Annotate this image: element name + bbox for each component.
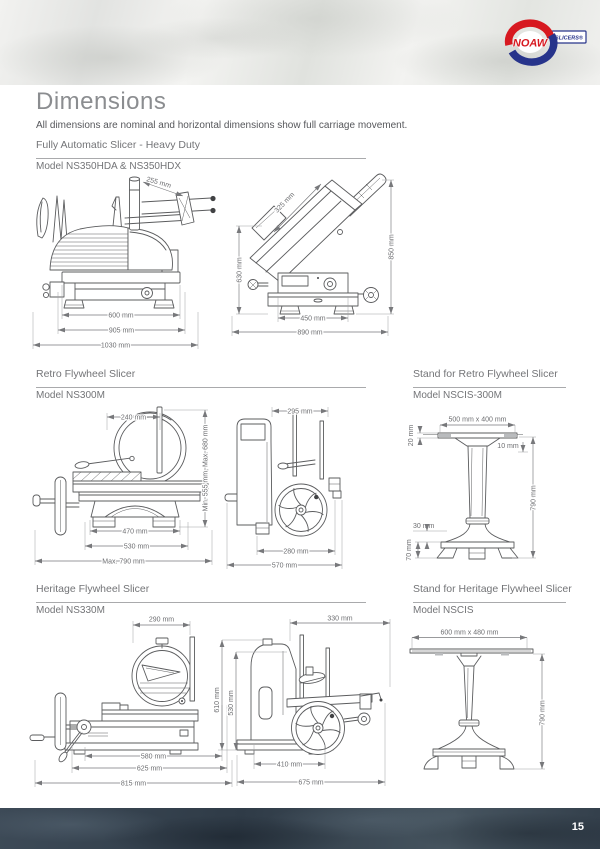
dim-30mm: 30 mm <box>413 523 435 530</box>
model-nscis-300m: Model NSCIS-300M <box>413 390 502 401</box>
dim-255mm: 255 mm <box>145 176 172 190</box>
dim-815mm: 815 mm <box>120 780 147 788</box>
dim-295mm: 295 mm <box>287 408 313 416</box>
nscis-stand-drawing <box>405 628 585 780</box>
model-nscis: Model NSCIS <box>413 605 474 616</box>
dim-20mm: 20 mm <box>408 424 415 447</box>
dim-240mm: 240 mm <box>120 414 147 422</box>
dim-470mm: 470 mm <box>122 528 148 536</box>
dim-790mm-retro-stand: 790 mm <box>530 485 538 511</box>
dim-70mm: 70 mm <box>406 539 413 561</box>
dim-max790mm: Max. 790 mm <box>102 558 145 566</box>
section-title-heritage-stand: Stand for Heritage Flywheel Slicer <box>413 583 566 603</box>
ns330m-side-view-drawing <box>30 615 235 790</box>
ns300m-front-view-drawing <box>225 402 353 574</box>
dim-675mm: 675 mm <box>298 779 324 787</box>
dim-850mm: 850 mm <box>388 234 396 260</box>
dim-500x400mm: 500 mm x 400 mm <box>448 416 507 424</box>
dim-10mm: 10 mm <box>497 443 519 450</box>
noaw-logo-icon <box>502 18 590 64</box>
model-ns300m: Model NS300M <box>36 390 105 401</box>
dim-530mm-front: 530 mm <box>228 690 235 716</box>
dim-610mm: 610 mm <box>214 687 221 713</box>
dim-600x480mm: 600 mm x 480 mm <box>440 629 499 637</box>
section-title-retro: Retro Flywheel Slicer <box>36 368 366 388</box>
page-number: 15 <box>571 821 584 833</box>
dim-1030mm: 1030 mm <box>100 342 131 350</box>
page-title: Dimensions <box>36 88 167 115</box>
section-title-fully-automatic: Fully Automatic Slicer - Heavy Duty <box>36 139 366 159</box>
dim-450mm: 450 mm <box>300 315 326 323</box>
ns350-side-view-drawing <box>30 172 220 354</box>
dim-410mm: 410 mm <box>276 761 303 769</box>
dim-790mm-heritage-stand: 790 mm <box>539 700 547 726</box>
nscis-300m-stand-drawing <box>405 408 585 566</box>
dim-280mm: 280 mm <box>283 548 309 556</box>
dim-min555-max680: Min. 555 mm, Max. 680 mm <box>202 424 210 512</box>
section-title-heritage: Heritage Flywheel Slicer <box>36 583 366 603</box>
dim-570mm: 570 mm <box>271 562 298 570</box>
dim-325mm: 325 mm <box>273 191 297 215</box>
dim-330mm: 330 mm <box>327 615 353 623</box>
logo-brand: NOAW <box>512 37 548 50</box>
section-title-retro-stand: Stand for Retro Flywheel Slicer <box>413 368 566 388</box>
footer-band <box>0 808 600 849</box>
dim-630mm: 630 mm <box>236 257 244 283</box>
dim-890mm: 890 mm <box>297 329 323 337</box>
dim-625mm: 625 mm <box>136 765 163 773</box>
logo-tagline: SLICERS® <box>555 35 583 42</box>
model-ns350: Model NS350HDA & NS350HDX <box>36 161 182 172</box>
ns300m-side-view-drawing <box>33 400 218 568</box>
dim-530mm: 530 mm <box>123 543 150 551</box>
ns350-front-view-drawing <box>222 166 400 338</box>
ns330m-front-view-drawing <box>213 615 405 790</box>
dim-580mm: 580 mm <box>140 753 167 761</box>
dim-600mm: 600 mm <box>108 312 134 320</box>
model-ns330m: Model NS330M <box>36 605 105 616</box>
page-subtitle: All dimensions are nominal and horizontal dimensions show full carriage movement. <box>36 120 408 131</box>
dim-290mm: 290 mm <box>148 616 175 624</box>
dim-905mm: 905 mm <box>108 327 135 335</box>
